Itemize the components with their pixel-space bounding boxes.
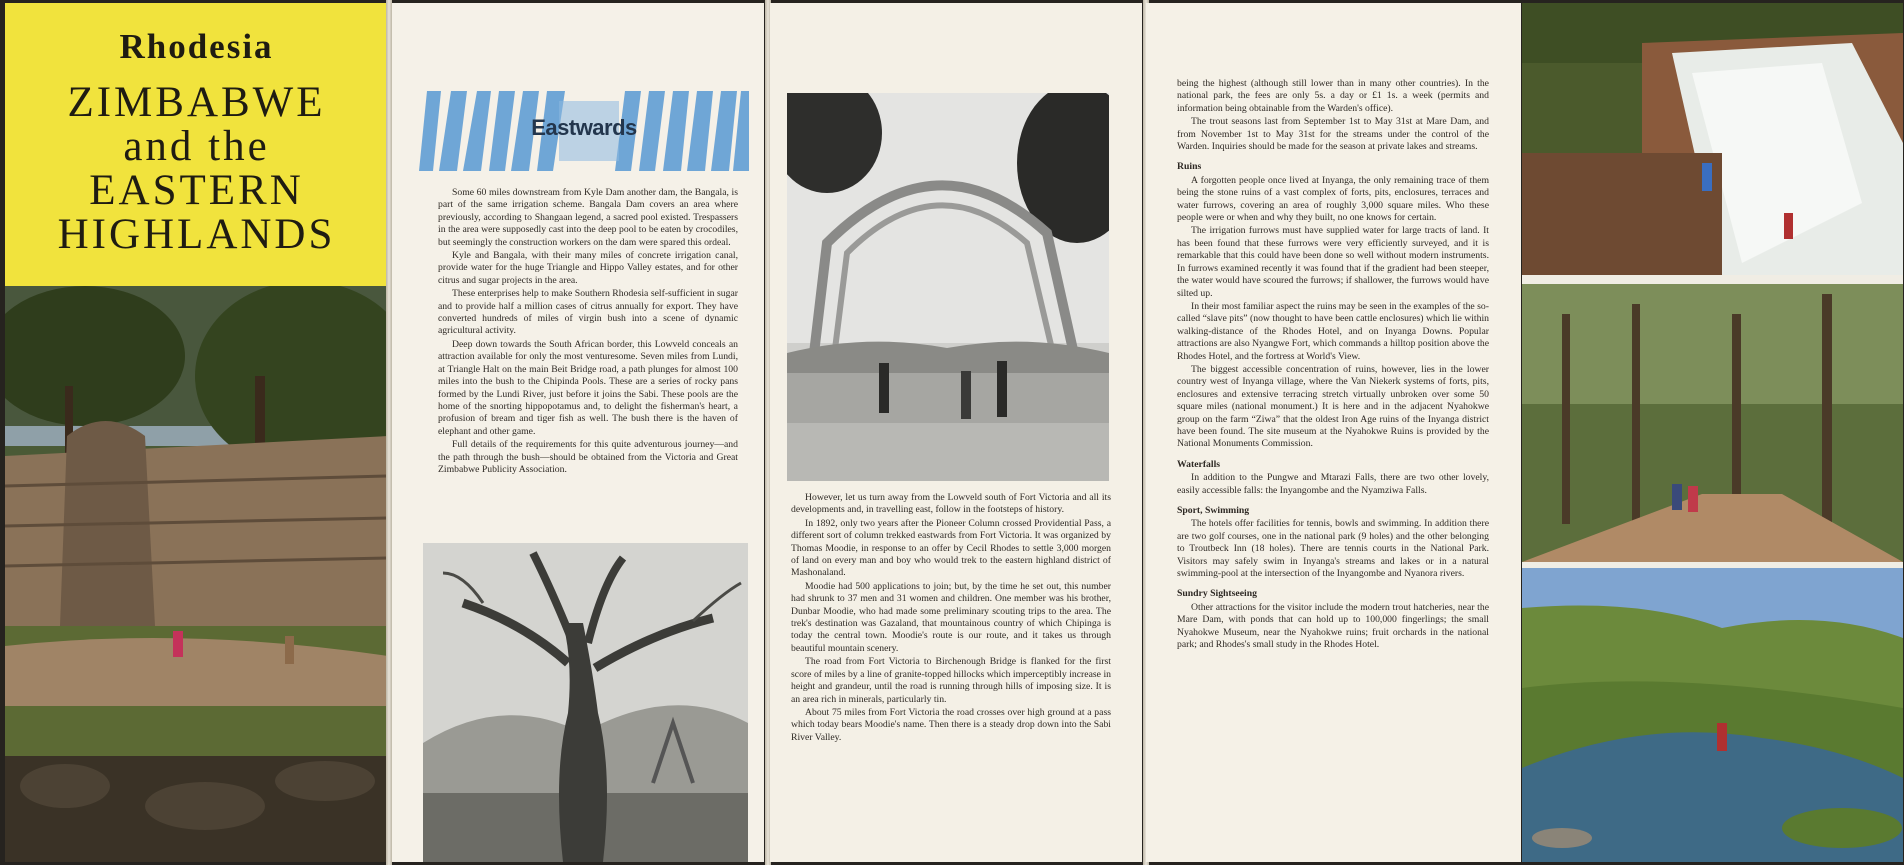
cover-title-zimbabwe: ZIMBABWE — [67, 79, 326, 126]
paragraph: Some 60 miles downstream from Kyle Dam another dam, the Bangala, is part of the same irrigation scheme. Bangala Dam covers an area where previously, according to Shangaan legend, a sacred pool existed. Trespassers in the area were supposedly cast into the deep pool to be eaten by crocodiles, but seemingly the construction workers on the dam were spared this ordeal. — [438, 187, 738, 248]
inyanga-text — [1177, 78, 1489, 652]
heading-sundry-sightseeing: Sundry Sightseeing — [1177, 588, 1257, 600]
paragraph: Deep down towards the South African border, this Lowveld conceals an attraction available for only the most venturesome. Seven miles from Lundi, at Triangle Halt on the main Beit Bridge road, a path plunges for almost 100 miles into the bush to the Chipinda Pools. These are a series of rocky pans formed by the Lundi River, just before it joins the Sabi. These pools are the home of the snorting hippopotamus and, to delight the fisherman's heart, a profusion of bream and tiger fish as well. The bush there is the haven of elephant and other game. — [438, 338, 738, 437]
paragraph: Kyle and Bangala, with their many miles of concrete irrigation canal, provide water for the huge Triangle and Hippo Valley estates, and for other citrus and sugar projects in the area. — [438, 250, 738, 286]
paragraph: However, let us turn away from the Lowveld south of Fort Victoria and all its developments and, in travelling east, follow in the footsteps of history. — [791, 492, 1111, 516]
heading-sport-swimming: Sport, Swimming — [1177, 505, 1250, 516]
history-text — [791, 492, 1111, 745]
paragraph: The trout seasons last from September 1st to May 31st at Mare Dam, and from November 1st to May 31st for the streams under the control of the Warden. Inquiries should be made for the season at private lakes and streams. — [1177, 116, 1489, 153]
cover-title-eastern: EASTERN — [89, 167, 304, 214]
eastwards-text — [438, 187, 738, 477]
cover-title-rhodesia: Rhodesia — [119, 27, 274, 66]
cover-title-and-the: and the — [123, 123, 270, 170]
paragraph: In addition to the Pungwe and Mtarazi Falls, there are two other lovely, easily accessible falls: the Inyangombe and the Nyamziwa Falls. — [1177, 472, 1489, 496]
inyanga-info-panel — [1146, 3, 1521, 862]
heading-ruins: Ruins — [1177, 161, 1202, 173]
history-panel — [770, 3, 1142, 862]
paragraph: In their most familiar aspect the ruins may be seen in the examples of the so-called “slave pits” (now thought to have been cattle enclosures) which lie within walking-distance of the Rhodes Hotel, and on Inyanga Downs. Popular attractions are also Nyangwe Fort, which commands a hilltop position above the Rhodes Hotel, and the fortress at World's View. — [1177, 300, 1489, 362]
paragraph: These enterprises help to make Southern Rhodesia self-sufficient in sugar and to provide half a million cases of citrus annually for export. They have converted hundreds of miles of virgin bush into a scene of dynamic agricultural activity. — [438, 288, 738, 337]
paragraph: The irrigation furrows must have supplied water for large tracts of land. It has been found that these furrows were very efficiently surveyed, and it is remarkable that this could have been done so well without modern instruments. In furrows examined recently it was found that if the gradient had been steeper, the water would have scoured the furrows; if shallower, the furrows would have silted up. — [1177, 225, 1489, 299]
baobab-tree-photo — [423, 543, 748, 862]
birchenough-bridge-photo — [787, 93, 1109, 481]
paragraph: Full details of the requirements for this quite adventurous journey—and the path through the bush—should be obtained from the Victoria and Great Zimbabwe Publicity Association. — [438, 439, 738, 475]
paragraph: In 1892, only two years after the Pioneer Column crossed Providential Pass, a different sort of column trekked eastwards from Fort Victoria. It was organized by Thomas Moodie, in response to an offer by Cecil Rhodes to settle 3,000 morgen of land on every man and boy who would trek to the eastern highland district of Mashonaland. — [791, 517, 1111, 579]
cover-panel — [5, 3, 388, 862]
heading-waterfalls: Waterfalls — [1177, 458, 1221, 470]
waterfall-photo — [1522, 3, 1903, 275]
paragraph: A forgotten people once lived at Inyanga, the only remaining trace of them being the stone ruins of a vast complex of forts, pits, enclosures, terraces and water furrows, covering an area of roughly 3,000 square miles. Who these people were or when and why they built, no one knows for certain. — [1177, 174, 1489, 224]
paragraph: The road from Fort Victoria to Birchenough Bridge is flanked for the first score of miles by a line of granite-topped hillocks which imperceptibly increase in height and grandeur, until the road is running through hills of imposing size. It is an area rich in minerals, particularly tin. — [791, 656, 1111, 705]
paragraph: About 75 miles from Fort Victoria the road crosses over high ground at a pass which today bears Moodie's name. Then there is a steady drop down into the Sabi River Valley. — [791, 706, 1111, 743]
section-title: Eastwards — [531, 115, 637, 140]
photo-panel — [1522, 3, 1903, 862]
paragraph: The biggest accessible concentration of ruins, however, lies in the lower country west of Inyanga village, where the Van Niekerk systems of forts, pits, enclosures and extensive terracing stretch virtually unbroken over some 50 square miles (national monument.) It is here and in the adjacent Nyahokwe group on the farm “Ziwa” that the oldest Iron Age ruins of the Inyanga district have been found. The site museum at the Nyahokwe Ruins is provided by the National Monuments Commission. — [1177, 363, 1489, 450]
great-zimbabwe-ruins-photo — [5, 286, 388, 862]
paragraph: being the highest (although still lower than in many other countries). In the national park, the fees are only 5s. a day or £1 1s. a week (permits and information being obtainable from the Warden's office). — [1177, 78, 1489, 114]
river-hills-photo — [1522, 568, 1903, 862]
forest-road-photo — [1522, 284, 1903, 562]
paragraph: Moodie had 500 applications to join; but, by the time he set out, this number had shrunk to 37 men and 31 women and children. One member was his brother, Dunbar Moodie, who had made some preliminary scouting trips to the area. The trek's destination was Gazaland, that mountainous country of which Chipinga is today the central town. Moodie's route is our route, and it takes us through beautiful mountain scenery. — [791, 580, 1111, 654]
eastwards-banner — [419, 91, 749, 171]
paragraph: Other attractions for the visitor include the modern trout hatcheries, near the Mare Dam, with ponds that can hold up to 100,000 fingerlings; the small Nyahokwe Museum, near the Nyahokwe ruins; fruit orchards in the national park; and Rhodes's small study in the Rhodes Hotel. — [1177, 601, 1489, 651]
eastwards-panel — [392, 3, 764, 862]
cover-title-block — [5, 3, 388, 286]
paragraph: The hotels offer facilities for tennis, bowls and swimming. In addition there are two golf courses, one in the national park (9 holes) and the other belonging to Troutbeck Inn (18 holes). There are tennis courts in the National Park. Visitors may safely swim in Inyanga's streams and lakes or in a natural swimming-pool at the intersection of the Inyangombe and Nyanora rivers. — [1177, 518, 1489, 580]
cover-title-highlands: HIGHLANDS — [57, 211, 336, 258]
